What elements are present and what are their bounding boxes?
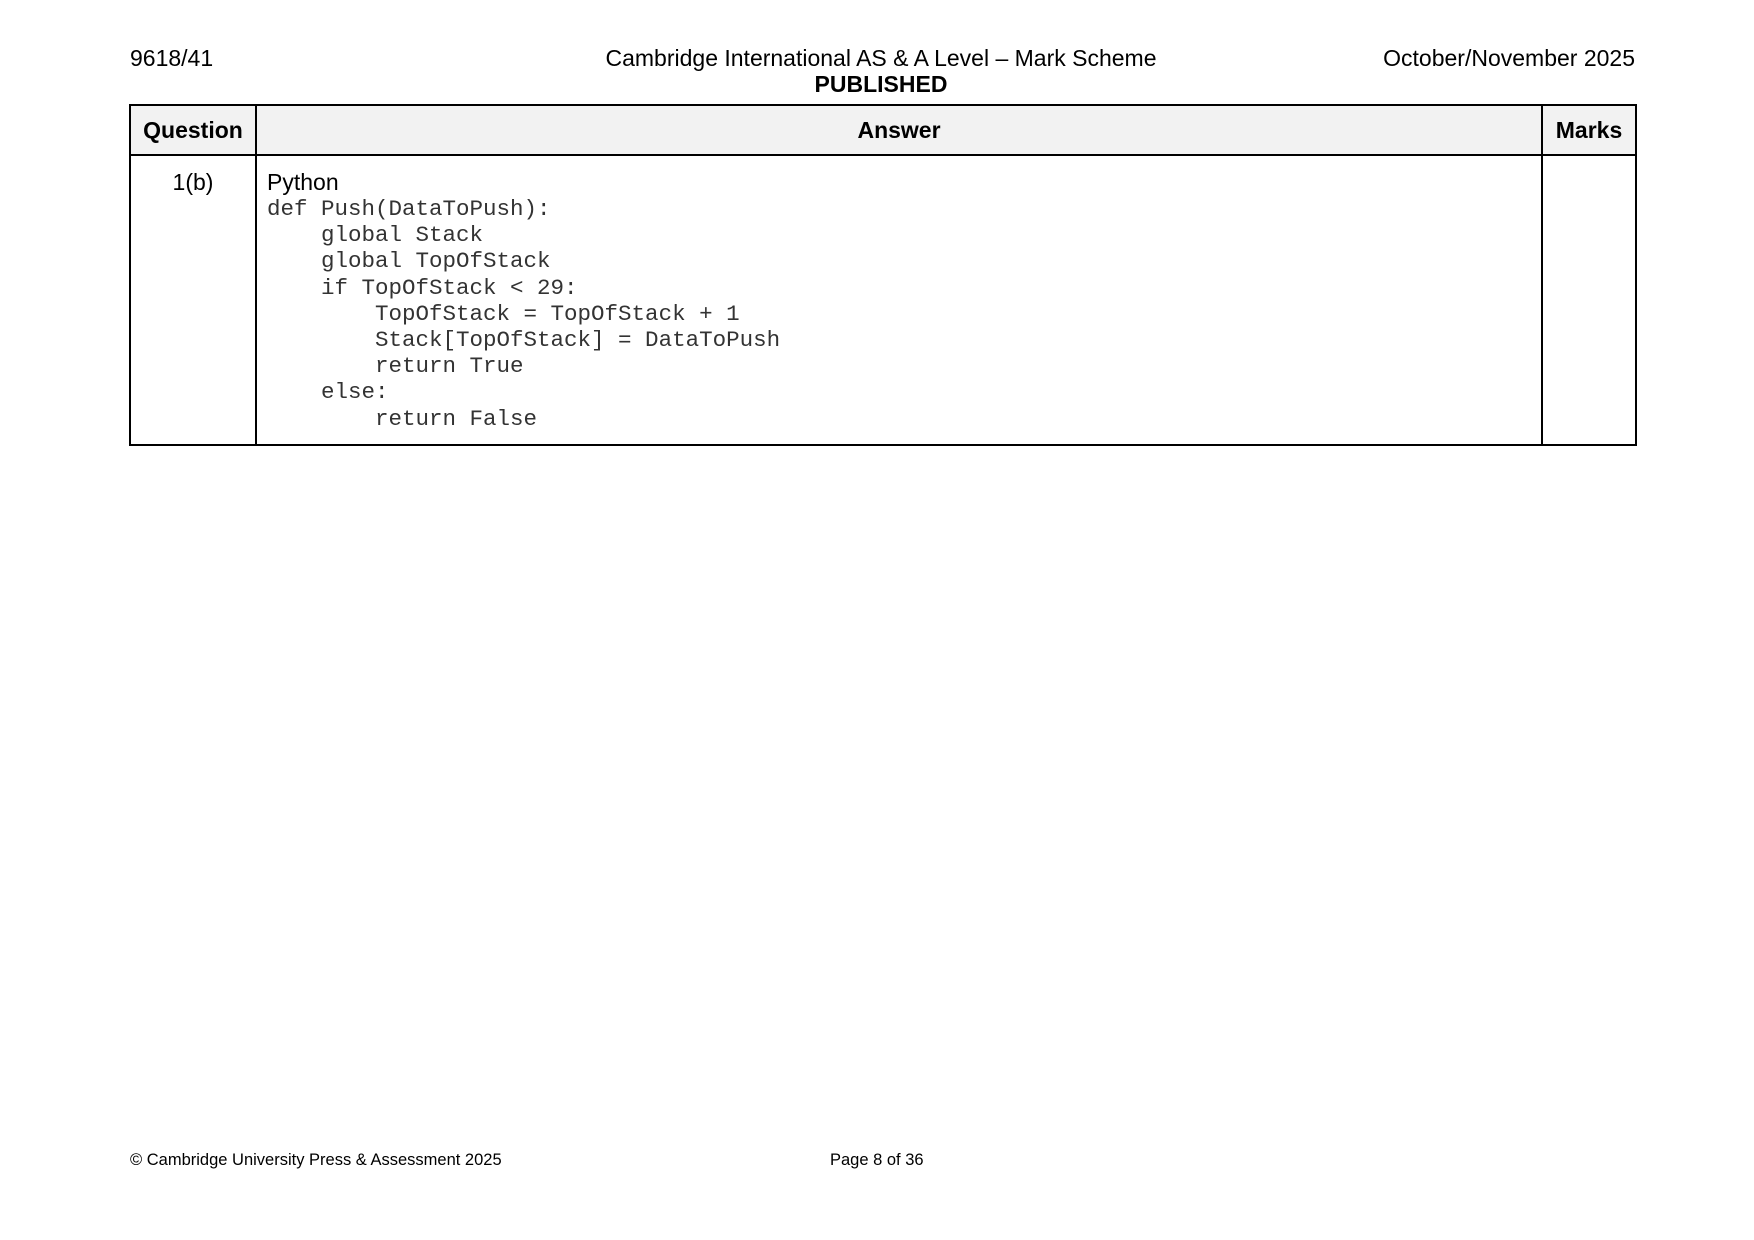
- language-label: Python: [267, 169, 339, 195]
- exam-session: October/November 2025: [1383, 45, 1635, 71]
- code-block: def Push(DataToPush): global Stack global TopOfStack if TopOfStack < 29: TopOfStack = TopOfStack + 1 Stack[TopOfStack] = DataToPush return True else: return False: [267, 196, 781, 432]
- marks-column-header: Marks: [1542, 105, 1636, 155]
- document-title: Cambridge International AS & A Level – Mark Scheme: [605, 45, 1157, 71]
- answer-column-header: Answer: [256, 105, 1542, 155]
- mark-scheme-table: [129, 104, 1637, 446]
- syllabus-code: 9618/41: [130, 45, 214, 71]
- table-header-row: [130, 105, 1636, 155]
- page-number: Page 8 of 36: [830, 1151, 924, 1169]
- table-row: [130, 155, 1636, 445]
- question-column-header: Question: [130, 105, 256, 155]
- question-number: 1(b): [130, 155, 256, 445]
- copyright-notice: © Cambridge University Press & Assessment 2025: [130, 1151, 502, 1169]
- published-label: PUBLISHED: [814, 71, 948, 97]
- answer-cell: [256, 155, 1542, 445]
- marks-cell: [1542, 155, 1636, 445]
